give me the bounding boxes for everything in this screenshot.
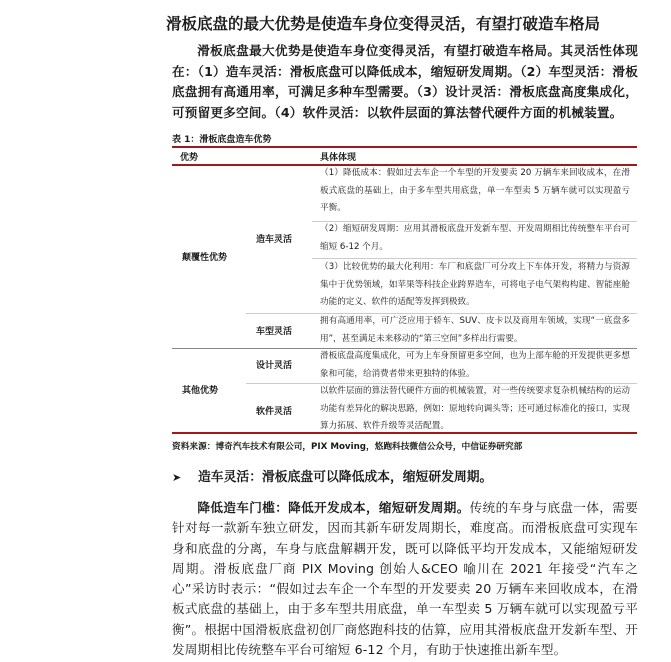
bullet-heading: [172, 466, 492, 485]
detail-cell: （2）缩短研发周期：应用其滑板底盘开发新车型、开发周期相比传统整车平台可缩短 6-12 个月。: [320, 224, 630, 252]
body-paragraph: [172, 498, 638, 660]
intro-text: 滑板底盘最大优势是使造车身位变得灵活，有望打破造车格局。其灵活性体现在：（1）造车灵活：滑板底盘可以降低成本，缩短研发周期。（2）车型灵活：滑板底盘拥有高通用率，可满足多种车型需要。（3）设计灵活：滑板底盘高度集成化，可预留更多空间。（4）软件灵活：以软件层面的算法替代硬件方面的机械装置。: [172, 43, 638, 120]
arrow-bullet-icon: ➤: [172, 471, 182, 484]
table-top-rule: [172, 146, 637, 148]
section-heading: 滑板底盘的最大优势是使造车身位变得灵活，有望打破造车格局: [166, 15, 601, 33]
col-header-advantage: 优势: [180, 153, 199, 163]
table-caption: 表 1：滑板底盘造车优势: [172, 135, 272, 145]
sub-label-software: 软件灵活: [256, 407, 293, 417]
detail-cell: 滑板底盘高度集成化，可为上车身预留更多空间，也为上部车舱的开发提供更多想象和可能，给消费者带来更独特的体验。: [320, 351, 630, 379]
advantages-table: [172, 146, 637, 433]
detail-cell: 以软件层面的算法替代硬件方面的机械装置，对一些传统要求复杂机械结构的运动功能有差异化的解决思路，例如：原地转向调头等；还可通过标准化的接口，实现算力拓展、软件升级等灵活配置。: [320, 386, 630, 431]
sub-label-manufacturing: 造车灵活: [256, 235, 293, 245]
detail-cell: （3）比较优势的最大化利用：车厂和底盘厂可分攻上下车体开发，将精力与资源集中于优势领域，如苹果等科技企业跨界造车，可将电子电气架构构建、智能座舱功能的定义、软件的适配等发挥到极致。: [320, 262, 630, 307]
sub-label-model: 车型灵活: [256, 327, 293, 337]
sub-label-design: 设计灵活: [256, 361, 293, 371]
intro-paragraph: [172, 41, 638, 123]
group-label-other: 其他优势: [182, 386, 219, 396]
group-label-disruptive: 颠覆性优势: [182, 253, 228, 263]
paragraph-lead: 降低造车门槛：降低开发成本，缩短研发周期。: [197, 500, 470, 515]
col-header-details: 具体体现: [320, 153, 357, 163]
table-source-note: 资料来源：博奇汽车技术有限公司，PIX Moving，悠跑科技微信公众号，中信证券研究部: [172, 442, 523, 452]
bullet-heading-text: 造车灵活：滑板底盘可以降低成本，缩短研发周期。: [198, 470, 493, 485]
table-bottom-rule: [172, 432, 637, 434]
paragraph-body: 传统的车身与底盘一体，需要针对每一款新车独立研发，因而其新车研发周期长，难度高。而滑板底盘可实现车身和底盘的分离，车身与底盘解耦开发，既可以降低平均开发成本，又能缩短研发周期。滑板底盘厂商 PIX Moving 创始人&CEO 喻川在 2021 年接受“汽车之心”采访时表示：“假如过去车企一个车型的开发要卖 20 万辆车来回收成本，在滑板式底盘的基础上，由于多车型共用底盘，单一车型卖 5 万辆车就可以实现盈亏平衡”。根据中国滑板底盘初创厂商悠跑科技的估算，应用其滑板底盘开发新车型、开发周期相比传统整车平台可缩短 6-12 个月，有助于快速推出新车型。: [172, 500, 638, 658]
detail-cell: （1）降低成本：假如过去车企一个车型的开发要卖 20 万辆车来回收成本，在滑板式底盘的基础上，由于多车型共用底盘，单一车型卖 5 万辆车就可以实现盈亏平衡。: [320, 168, 630, 213]
detail-cell: 拥有高通用率，可广泛应用于轿车、SUV、皮卡以及商用车领域，实现“一底盘多用”，甚至满足未来移动的“第三空间”多样出行需要。: [320, 316, 630, 344]
